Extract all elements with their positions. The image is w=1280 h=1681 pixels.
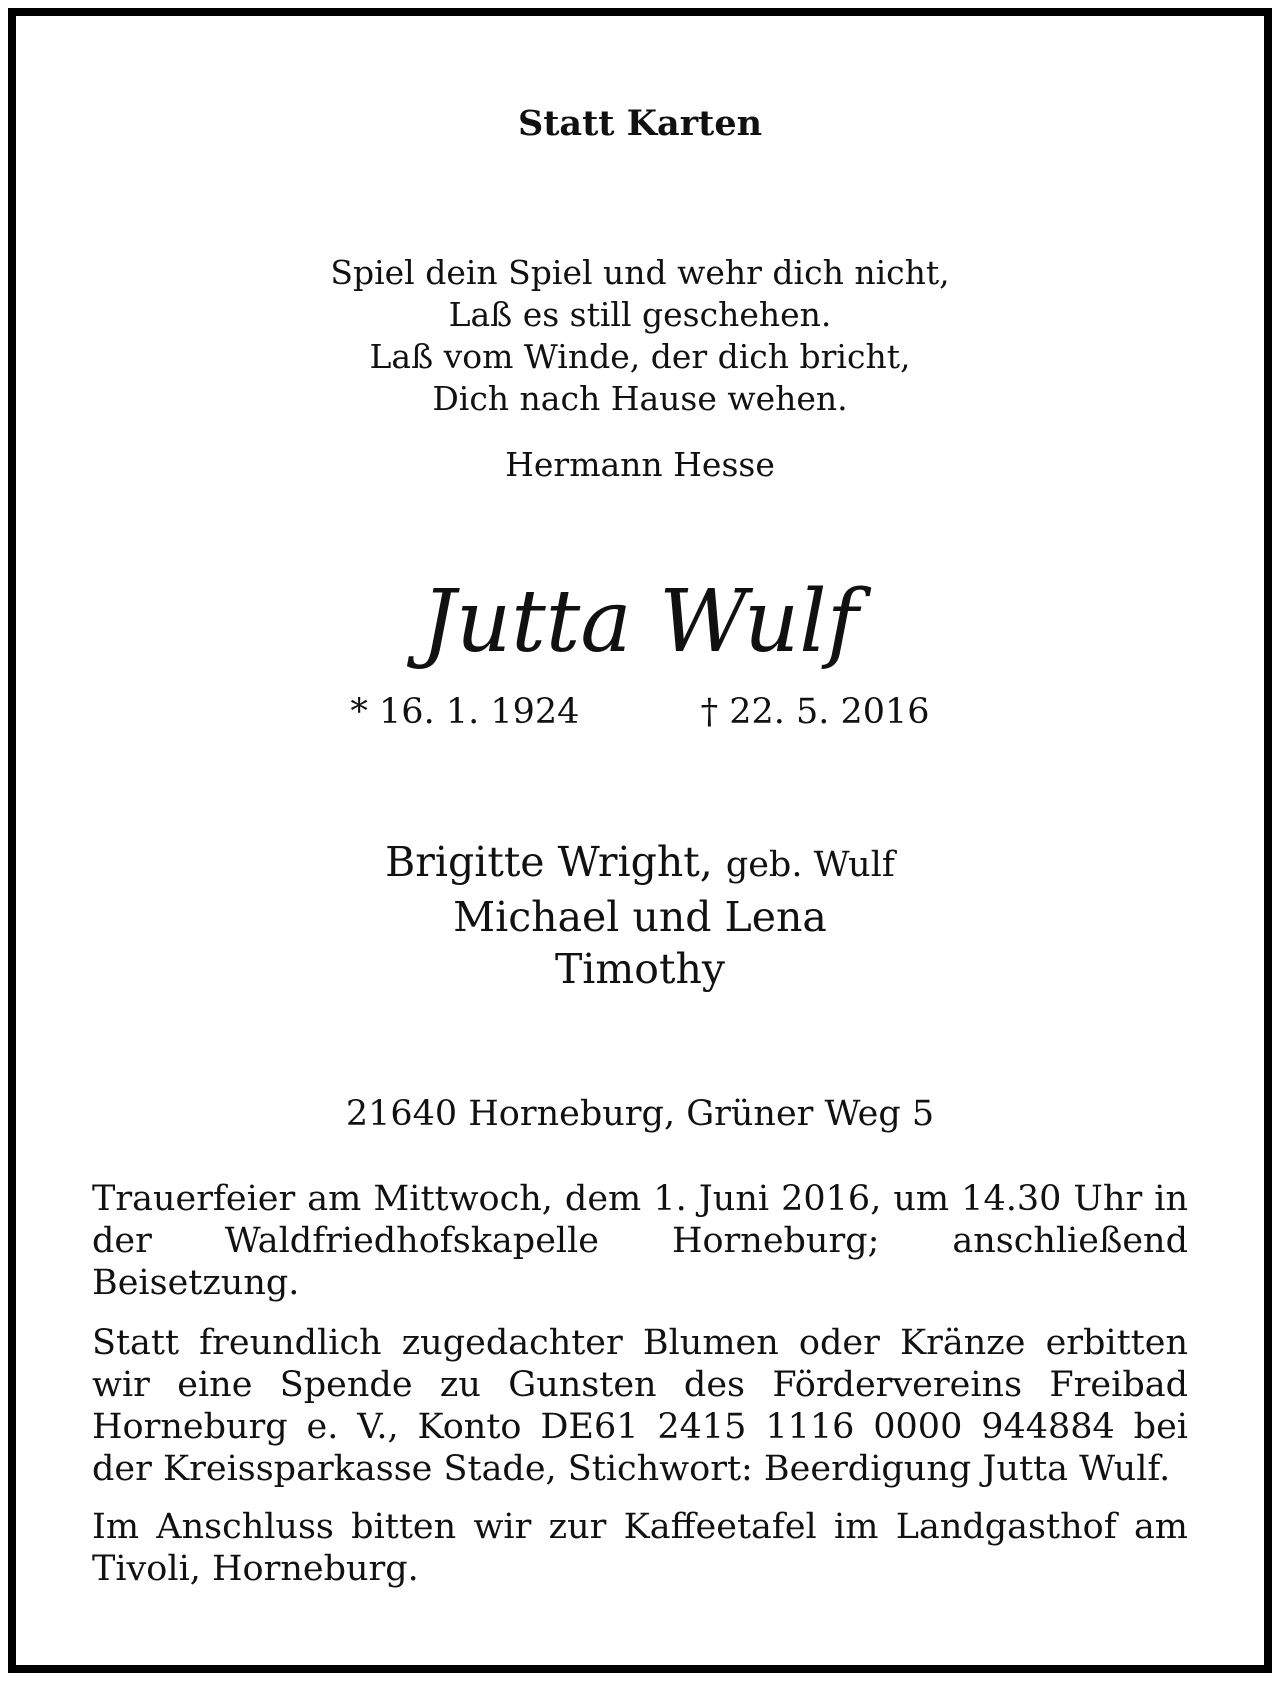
poem-line: Laß es still geschehen. bbox=[448, 295, 832, 334]
ceremony-paragraph bbox=[92, 1178, 1188, 1304]
address: 21640 Horneburg, Grüner Weg 5 bbox=[345, 1094, 935, 1134]
mourner-line bbox=[16, 836, 1264, 891]
paragraph-text: Im Anschluss bitten wir zur Kaffeetafel im Landgasthof am Tivoli, Horneburg. bbox=[92, 1507, 1188, 1589]
poem-line: Dich nach Hause wehen. bbox=[432, 379, 848, 418]
mourner-name: Brigitte Wright, bbox=[385, 838, 713, 886]
life-dates bbox=[16, 690, 1264, 734]
paragraph-text: Statt freundlich zugedachter Blumen oder Kränze erbitten wir eine Spende zu Gunsten des Fördervereins Freibad Horneburg e. V., Konto DE61 2415 1116 0000 944884 bei der Kreissparkasse Stade, Stichwort: Beerdigung Jutta Wulf. bbox=[92, 1323, 1188, 1489]
heading: Statt Karten bbox=[517, 103, 763, 144]
deceased-name: Jutta Wulf bbox=[421, 572, 859, 672]
donation-paragraph bbox=[92, 1322, 1188, 1490]
reception-paragraph bbox=[92, 1506, 1188, 1590]
mourner-line: Timothy bbox=[554, 945, 726, 993]
poem-line: Laß vom Winde, der dich bricht, bbox=[369, 337, 911, 376]
death-date: † 22. 5. 2016 bbox=[700, 692, 930, 732]
maiden-name: geb. Wulf bbox=[725, 845, 895, 885]
mourner-line: Michael und Lena bbox=[453, 893, 827, 941]
poem bbox=[16, 252, 1264, 420]
poem-author: Hermann Hesse bbox=[505, 445, 775, 484]
birth-date: * 16. 1. 1924 bbox=[350, 692, 580, 732]
mourners bbox=[16, 836, 1264, 995]
poem-line: Spiel dein Spiel und wehr dich nicht, bbox=[330, 253, 950, 292]
obituary-card bbox=[8, 8, 1272, 1673]
paragraph-text: Trauerfeier am Mittwoch, dem 1. Juni 2016, um 14.30 Uhr in der Waldfriedhofskapelle Horneburg; anschließend Beisetzung. bbox=[92, 1179, 1188, 1303]
